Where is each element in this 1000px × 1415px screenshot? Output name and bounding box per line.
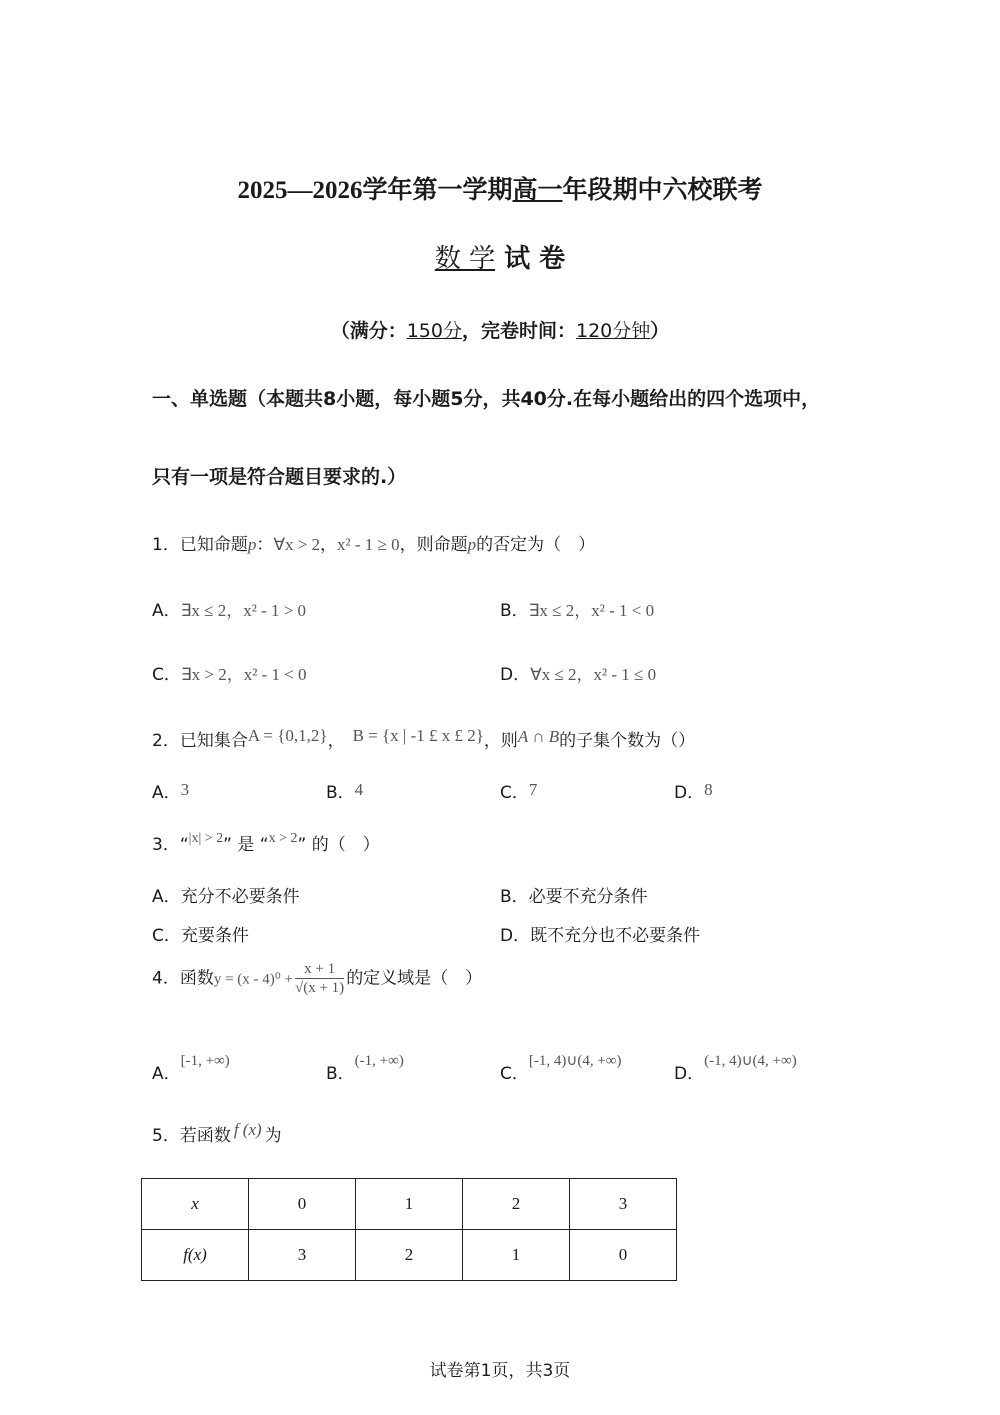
question-2: 2．已知集合A = {0,1,2}， B = {x | -1 £ x £ 2}，则A ∩ B的子集个数为（） bbox=[152, 726, 696, 751]
grade-label: 高一 bbox=[512, 177, 563, 204]
table-cell: 0 bbox=[570, 1230, 677, 1281]
q4-option-b[interactable]: B．(-1, +∞) bbox=[326, 1053, 404, 1084]
q3-option-a[interactable]: A．充分不必要条件 bbox=[152, 887, 300, 907]
q2-option-a[interactable]: A．3 bbox=[152, 780, 190, 803]
full-score: 150分 bbox=[406, 320, 462, 342]
table-cell: x bbox=[142, 1179, 249, 1230]
q3-option-c[interactable]: C．充要条件 bbox=[152, 926, 249, 946]
q3-option-b[interactable]: B．必要不充分条件 bbox=[500, 887, 648, 907]
question-5: 5．若函数 f (x) 为 bbox=[152, 1120, 282, 1146]
q4-option-a[interactable]: A．[-1, +∞) bbox=[152, 1053, 230, 1084]
q4-option-d[interactable]: D．(-1, 4)∪(4, +∞) bbox=[674, 1053, 797, 1084]
table-cell: 0 bbox=[249, 1179, 356, 1230]
question-4: 4．函数y = (x - 4)⁰ + $\frac{x + 1}{√(x + 1)}$ 的定义域是（ ） bbox=[152, 961, 483, 996]
q2-option-b[interactable]: B．4 bbox=[326, 780, 364, 803]
section-heading-cont: 只有一项是符合题目要求的.） bbox=[152, 466, 407, 488]
subject-title: 数 学 试 卷 bbox=[434, 244, 566, 274]
function-table bbox=[141, 1178, 677, 1281]
q3-option-d[interactable]: D．既不充分也不必要条件 bbox=[500, 926, 701, 946]
q2-option-d[interactable]: D．8 bbox=[674, 780, 713, 803]
question-1: 1．已知命题p：∀x > 2，x² - 1 ≥ 0，则命题p的否定为（ ） bbox=[152, 535, 596, 555]
table-cell: f(x) bbox=[142, 1230, 249, 1281]
q1-option-b[interactable]: B．∃x ≤ 2，x² - 1 < 0 bbox=[500, 601, 655, 621]
table-row bbox=[142, 1179, 677, 1230]
table-cell: 3 bbox=[570, 1179, 677, 1230]
table-row bbox=[142, 1230, 677, 1281]
table-cell: 1 bbox=[463, 1230, 570, 1281]
subject-name: 数 学 bbox=[434, 244, 496, 274]
section-heading: 一、单选题（本题共8小题，每小题5分，共40分.在每小题给出的四个选项中， bbox=[152, 388, 821, 410]
exam-title: 2025—2026学年第一学期高一年段期中六校联考 bbox=[237, 177, 763, 204]
q4-option-c[interactable]: C．[-1, 4)∪(4, +∞) bbox=[500, 1053, 622, 1084]
table-cell: 2 bbox=[356, 1230, 463, 1281]
fraction: $\frac{x + 1}{√(x + 1)}$ bbox=[295, 961, 345, 996]
question-3: 3．“$^{|x| > 2}$” 是 “$^{x > 2}$” 的（ ） bbox=[152, 831, 380, 855]
table-cell: 2 bbox=[463, 1179, 570, 1230]
exam-duration: 120分钟 bbox=[576, 320, 651, 342]
table-cell: 3 bbox=[249, 1230, 356, 1281]
q1-option-d[interactable]: D．∀x ≤ 2，x² - 1 ≤ 0 bbox=[500, 665, 657, 685]
q2-option-c[interactable]: C．7 bbox=[500, 780, 538, 803]
table-cell: 1 bbox=[356, 1179, 463, 1230]
exam-info: （满分：150分，完卷时间：120分钟） bbox=[330, 320, 670, 342]
q1-option-a[interactable]: A．∃x ≤ 2，x² - 1 > 0 bbox=[152, 601, 307, 621]
q1-option-c[interactable]: C．∃x > 2，x² - 1 < 0 bbox=[152, 665, 307, 685]
page-footer: 试卷第1页，共3页 bbox=[429, 1361, 571, 1381]
